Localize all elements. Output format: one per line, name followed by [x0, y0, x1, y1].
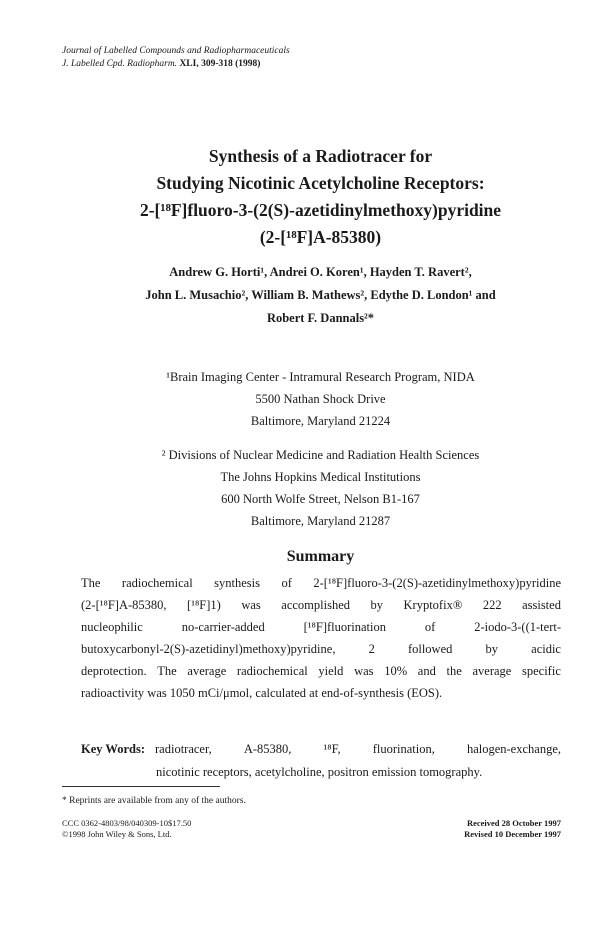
summary-word: butoxycarbonyl-2(S)-azetidinyl)methoxy)pyridine, — [81, 642, 336, 656]
keywords-list — [155, 738, 561, 761]
summary-line — [81, 660, 561, 682]
summary-word: followed — [407, 642, 453, 656]
author-line: Andrew G. Horti¹, Andrei O. Koren¹, Hayden T. Ravert², — [169, 265, 472, 279]
summary-word: was — [241, 598, 261, 612]
summary-word: yield — [318, 664, 344, 678]
summary-word: radiochemical — [236, 664, 308, 678]
summary-word: of — [424, 620, 436, 634]
author-line: Robert F. Dannals²* — [266, 311, 375, 325]
received-date: Received 28 October 1997 — [466, 818, 561, 828]
dates-block — [464, 818, 561, 840]
footnote-rule — [62, 786, 220, 787]
summary-word: nucleophilic — [81, 620, 143, 634]
summary-word: [¹⁸F]1) — [187, 598, 221, 612]
summary-word: 10% — [384, 664, 408, 678]
summary-line — [81, 638, 561, 660]
title-line: Studying Nicotinic Acetylcholine Receptors: — [156, 173, 485, 193]
keywords-continuation: nicotinic receptors, acetylcholine, positron emission tomography. — [156, 765, 483, 779]
author-list — [60, 261, 581, 330]
affiliation-line: Baltimore, Maryland 21287 — [250, 514, 391, 528]
journal-volume: XLI, 309-318 (1998) — [179, 59, 261, 69]
summary-word: deprotection. — [81, 664, 147, 678]
summary-word: was — [354, 664, 374, 678]
summary-word: no-carrier-added — [181, 620, 265, 634]
affiliation-line: 5500 Nathan Shock Drive — [255, 392, 386, 406]
summary-word: specific — [522, 664, 561, 678]
summary-word: [¹⁸F]fluorination — [303, 620, 387, 634]
keyword-item: halogen-exchange, — [466, 742, 561, 756]
revised-date: Revised 10 December 1997 — [464, 829, 561, 839]
affiliation-line: ¹Brain Imaging Center - Intramural Research Program, NIDA — [166, 370, 475, 384]
summary-line — [81, 594, 561, 616]
summary-word: by — [485, 642, 499, 656]
keyword-item: A-85380, — [243, 742, 292, 756]
paper-title — [60, 143, 581, 251]
footnote: * Reprints are available from any of the authors. — [62, 796, 246, 806]
summary-word: synthesis — [214, 576, 261, 590]
summary-word: The — [81, 576, 101, 590]
summary-line: radioactivity was 1050 mCi/μmol, calculated at end-of-synthesis (EOS). — [81, 686, 443, 700]
affiliation-line: Baltimore, Maryland 21224 — [250, 414, 391, 428]
keyword-item: ¹⁸F, — [323, 742, 341, 756]
summary-word: of — [281, 576, 292, 590]
summary-heading: Summary — [286, 548, 355, 565]
keyword-item: radiotracer, — [155, 742, 212, 756]
summary-word: the — [446, 664, 462, 678]
copyright-block — [62, 818, 191, 840]
title-line: 2-[¹⁸F]fluoro-3-(2(S)-azetidinylmethoxy)pyridine — [139, 200, 502, 220]
affiliation-1 — [60, 366, 581, 432]
journal-name: Journal of Labelled Compounds and Radiopharmaceuticals — [62, 46, 290, 56]
ccc-code: CCC 0362-4803/98/040309-10$17.50 — [62, 818, 192, 828]
summary-word: radiochemical — [121, 576, 193, 590]
copyright-notice: ©1998 John Wiley & Sons, Ltd. — [62, 829, 172, 839]
keywords-row — [81, 738, 561, 761]
title-line: (2-[¹⁸F]A-85380) — [259, 227, 382, 247]
author-line: John L. Musachio², William B. Mathews², Edythe D. London¹ and — [145, 288, 496, 302]
journal-citation — [62, 58, 290, 71]
summary-word: and — [417, 664, 436, 678]
summary-word: 2-iodo-3-((1-tert- — [474, 620, 561, 634]
affiliation-line: The Johns Hopkins Medical Institutions — [220, 470, 421, 484]
summary-word: acidic — [531, 642, 561, 656]
summary-word: The — [157, 664, 177, 678]
summary-body — [81, 572, 561, 704]
summary-word: accomplished — [281, 598, 351, 612]
summary-word: 222 — [482, 598, 502, 612]
affiliation-2 — [60, 444, 581, 532]
keyword-item: fluorination, — [372, 742, 435, 756]
summary-word: assisted — [522, 598, 561, 612]
summary-word: Kryptofix® — [403, 598, 463, 612]
journal-abbrev: J. Labelled Cpd. Radiopharm. — [62, 59, 178, 69]
summary-word: average — [472, 664, 512, 678]
summary-word: by — [370, 598, 384, 612]
keywords-label: Key Words: — [81, 742, 146, 756]
summary-word: 2 — [368, 642, 375, 656]
journal-header — [62, 45, 290, 71]
summary-line — [81, 572, 561, 594]
affiliation-line: 600 North Wolfe Street, Nelson B1-167 — [221, 492, 420, 506]
summary-word: average — [187, 664, 227, 678]
title-line: Synthesis of a Radiotracer for — [208, 146, 433, 166]
summary-word: 2-[¹⁸F]fluoro-3-(2(S)-azetidinylmethoxy)pyridine — [313, 576, 561, 590]
keywords — [81, 738, 561, 784]
summary-word: (2-[¹⁸F]A-85380, — [81, 598, 167, 612]
affiliation-line: ² Divisions of Nuclear Medicine and Radiation Health Sciences — [161, 448, 480, 462]
summary-line — [81, 616, 561, 638]
